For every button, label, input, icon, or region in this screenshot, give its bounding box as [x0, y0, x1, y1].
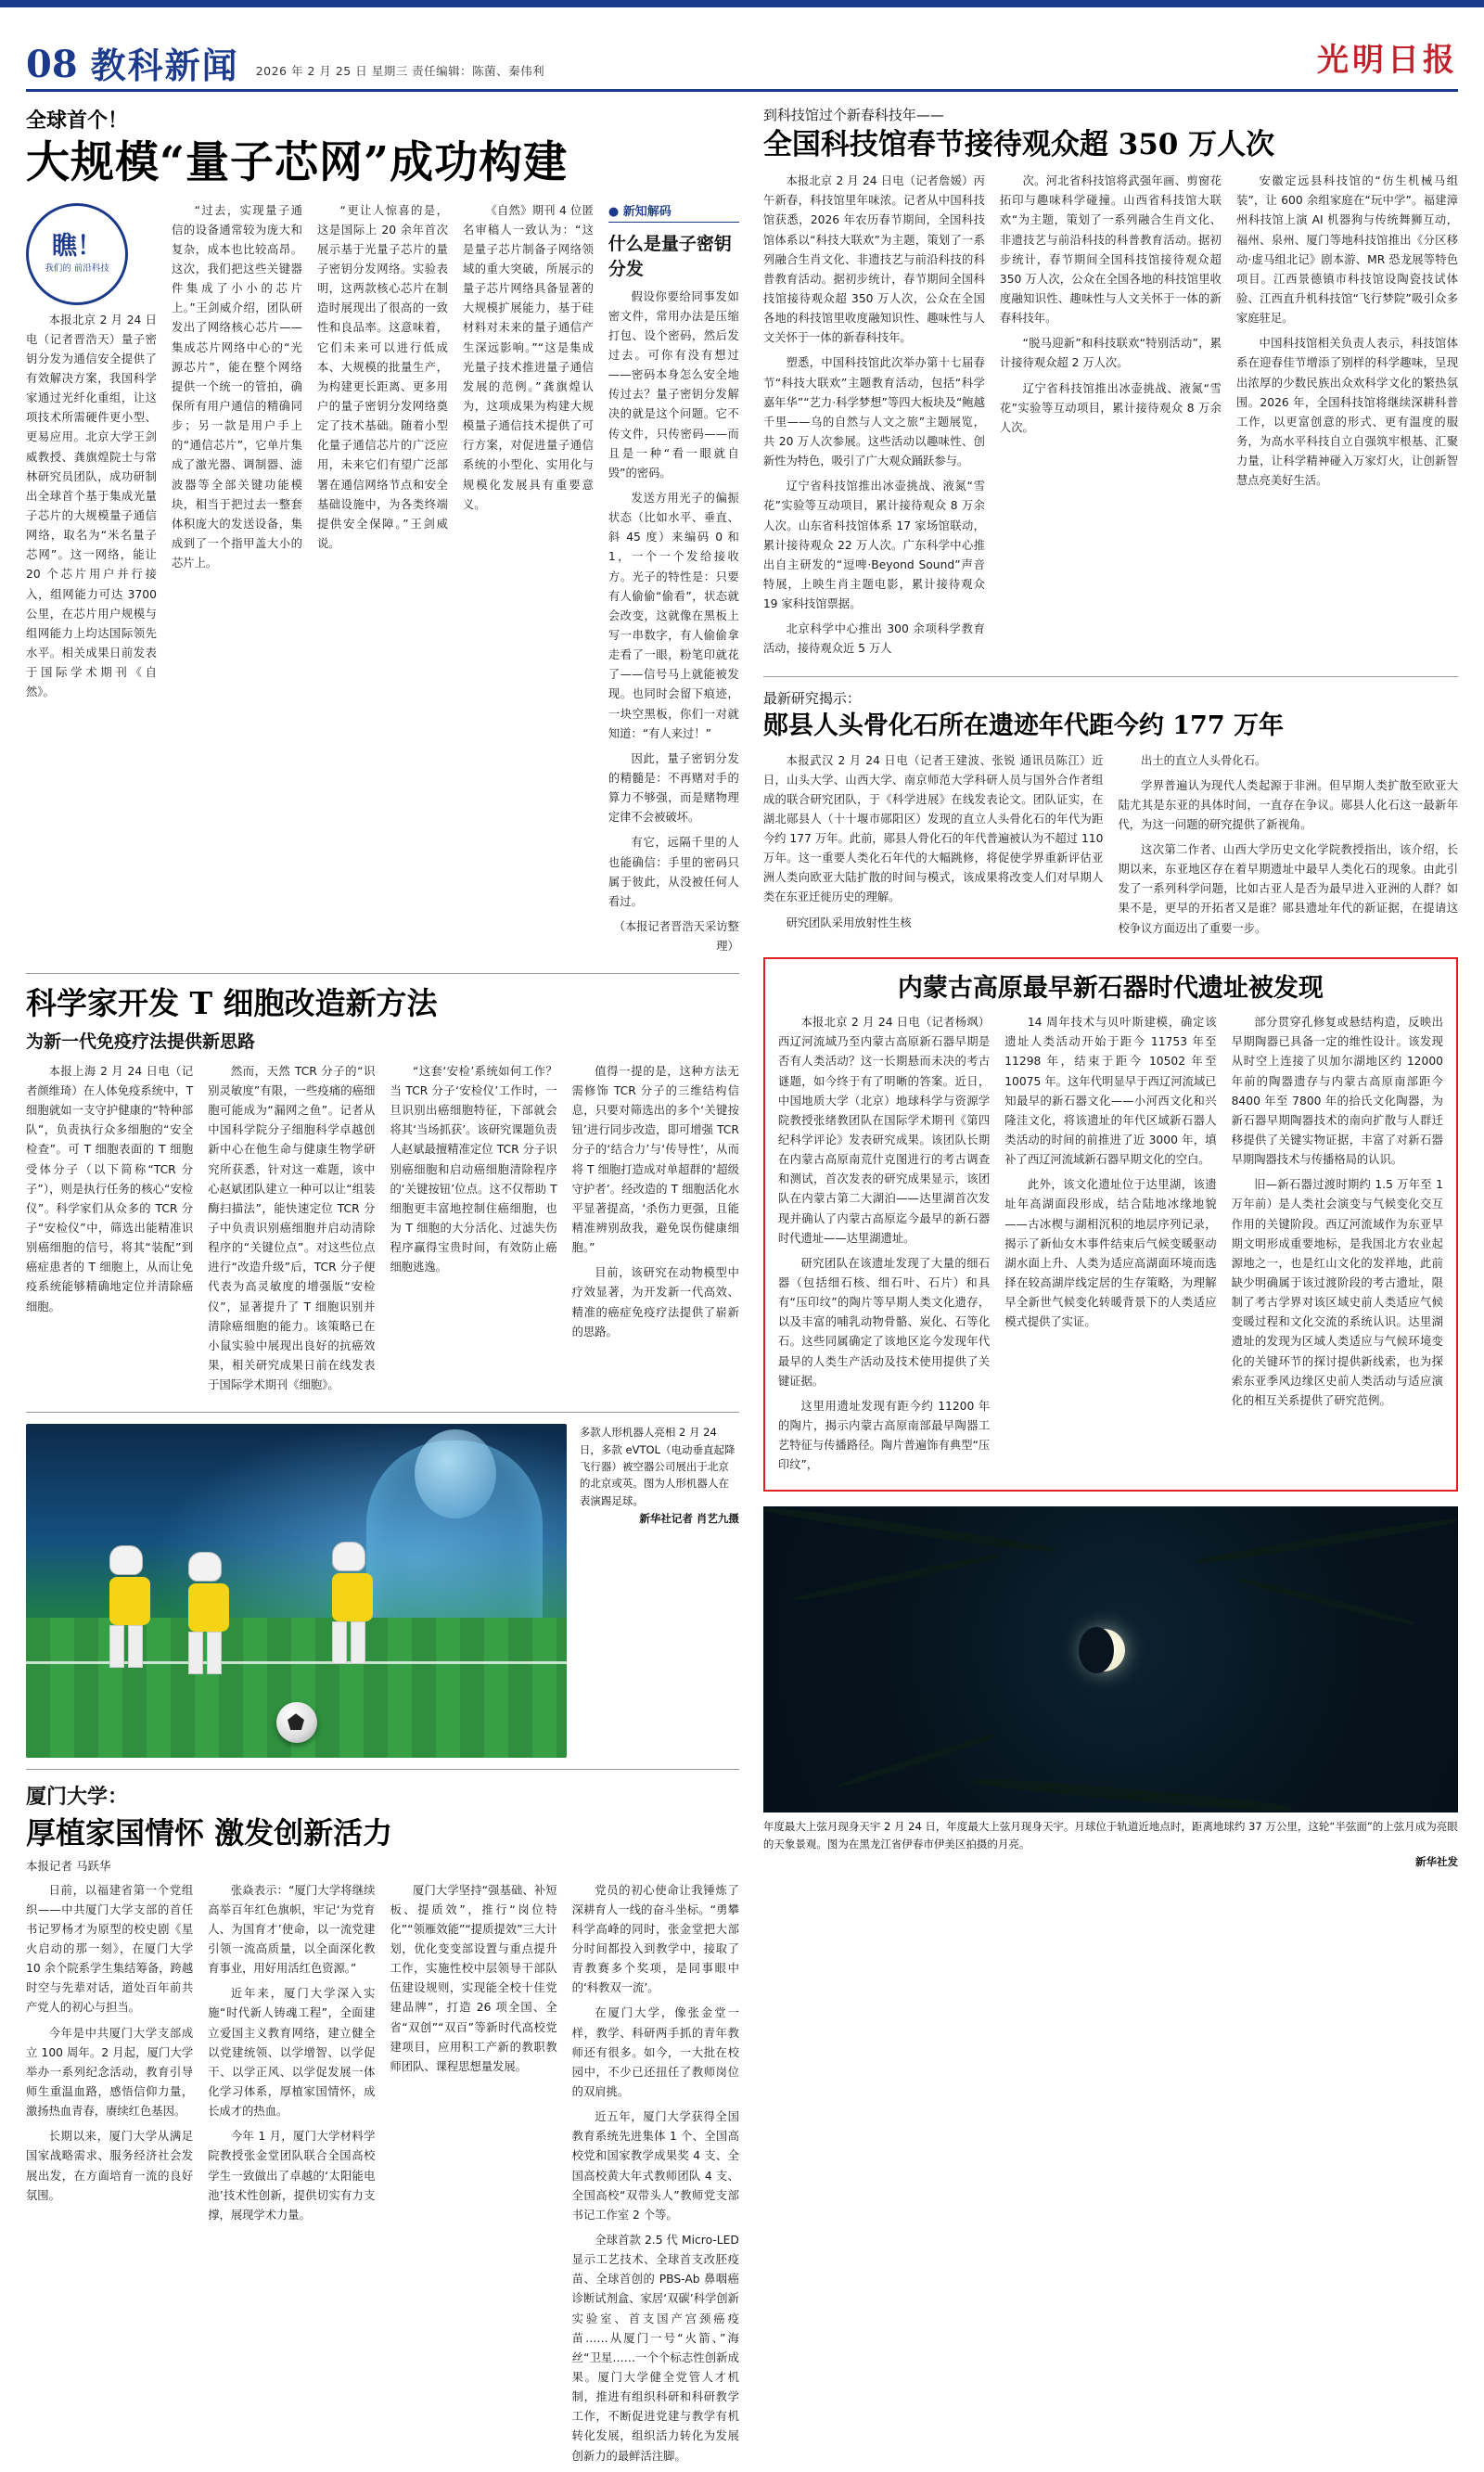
article-quantum-lead: 本报北京 2 月 24 日电（记者晋浩天）量子密钥分发为通信安全提供了有效解决方案，我国科学家通过光纤化重组，让这项技术所需硬件更小型、更易应用。北京大学王剑威教授、龚旗煌院士与常林研究员团队，成功研制出全球首个基于集成光量子芯片的大规模量子通信网络，取名为“米名量子芯网”。这一网络，能让 20 个芯片用户并行接入，组网能力可达 3700 公里，在芯片用户规模与组网能力上均达国际领先水平。相关成果日前发表于国际学术期刊《自然》。: [26, 313, 157, 699]
photo-moon-caption: 年度最大上弦月现身天宇 2 月 24 日，年度最大上弦月现身天宇。月球位于轨道近地点时，距离地球约 37 万公里，这轮“半弦面”的上弦月成为亮眼的天象景观。图为在黑龙江省伊春市伊美区拍摄的月亮。: [762, 1820, 1458, 1851]
sidebar-tag: [608, 201, 739, 219]
paragraph: 此外，该文化遗址位于达里湖，该遗址年高湖面段形成，结合陆地冰缘地貌——古冰楔与湖相沉积的地层序列记录，揭示了新仙女木事件结束后气候变暖驱动湖水面上升、人类为适应高湖面环境而选择在较高湖岸线定居的生存策略，为理解早全新世气候变化转暖背景下的人类适应模式提供了实证。: [1004, 1178, 1217, 1329]
article-neolithic: [763, 957, 1458, 1492]
article-quantum-title: 大规模“量子芯网”成功构建: [26, 137, 569, 188]
article-quantum-col3: [317, 201, 448, 963]
article-tcell-col4: [572, 1062, 739, 1401]
article-fossil-col1: [763, 751, 1104, 944]
divider: [26, 973, 739, 974]
paragraph: “这套‘安检’系统如何工作？当 TCR 分子‘安检仪’工作时，一旦识别出癌细胞特征，下部就会将其‘当场抓获’。该研究课题负责人赵斌最擅精准定位 TCR 分子识别癌细胞和启动癌细胞清除程序的‘关键按钮’位点。这不仅帮助 T 细胞更丰富地控制住癌细胞，也为 T 细胞的大分活化、过滤失伤程序赢得宝贵时间，有效防止癌细胞逃逸。: [390, 1064, 557, 1274]
paragraph: 这里用遗址发现有距今约 11200 年的陶片，揭示内蒙古高原南部最早陶器工艺特征与传播路径。陶片普遍饰有典型“压印纹”，: [777, 1399, 991, 1472]
photo-moon-block: [763, 1506, 1458, 1869]
divider: [26, 1769, 739, 1770]
article-xiamen-title: 厚植家国情怀 激发创新活力: [26, 1815, 393, 1851]
paragraph: 然而，天然 TCR 分子的“识别灵敏度”有限，一些疫痛的癌细胞可能成为“漏网之鱼”。记者从中国科学院分子细胞科学卓越创新中心在他生命与健康生物学研究所获悉，针对这一难题，该中心赵斌团队建立一种可以让“组装酶扫描法”，能快速定位 TCR 分子中负责识别癌细胞并启动清除程序的“关键位点”。对这些位点进行“改造升级”后，TCR 分子便代表为高灵敏度的增强版“安检仪”，显著提升了 T 细胞识别并清除癌细胞的能力。该策略已在小鼠实验中展现出良好的抗癌效果，相关研究成果日前在线发表于国际学术期刊《细胞》。: [208, 1064, 376, 1392]
photo-robot-caption-block: [580, 1424, 739, 1526]
paragraph: 目前，该研究在动物模型中疗效显著，为开发新一代高效、精准的癌症免疫疗法提供了崭新的思路。: [571, 1266, 739, 1338]
article-museum-col1: [763, 172, 985, 664]
article-museum-lead: 本报北京 2 月 24 日电（记者詹媛）丙午新春，科技馆里年味浓。记者从中国科技馆获悉，2026 年农历春节期间，全国科技馆体系以“科技大联欢”为主题，策划了一系列融合生肖文化、非遗技艺与前沿科技的科普教育活动。据初步统计，春节期间全国科技馆接待观众超 350 万人次，公众在全国各地的科技馆里收度融知识性、趣味性与人文关怀于一体的新春科技年。: [762, 174, 985, 345]
article-xiamen-kicker: 厦门大学：: [26, 1785, 129, 1810]
article-quantum-col2: [172, 201, 302, 963]
paragraph: 学界普遍认为现代人类起源于非洲。但早期人类扩散至欧亚大陆尤其是东亚的具体时间，一直存在争议。郧县人化石这一最新年代，为这一问题的研究提供了新视角。: [1118, 778, 1459, 831]
divider: [763, 676, 1458, 677]
article-museum: [763, 105, 1458, 665]
top-rule: [0, 0, 1484, 7]
paragraph: 长期以来，厦门大学从满足国家战略需求、服务经济社会发展出发，在方面培育一流的良好氛围。: [26, 2130, 194, 2202]
paragraph: 有它，远隔千里的人也能确信：手里的密码只属于彼此，从没被任何人看过。: [608, 836, 739, 908]
paragraph: 发送方用光子的偏振状态（比如水平、垂直、斜 45 度）来编码 0 和 1，一个一个发给接收方。光子的特性是：只要有人偷偷“偷看”，状态就会改变，这就像在黑板上写一串数字，有人偷偷拿走看了一眼，粉笔印就花了——信号马上就能被发现。也同时会留下痕迹，一块空黑板，你们一对就知道：“有人来过！”: [608, 492, 739, 740]
paragraph: 假设你要给同事发如密文件，常用办法是压缩打包、设个密码，然后发过去。可你有没有想过——密码本身怎么安全地传过去？量子密钥分发解决的就是这个问题。它不传文件，只传密码——而且是一种“看一眼就自毁”的密码。: [608, 289, 739, 480]
article-xiamen-col3: [390, 1881, 556, 2472]
bullet-icon: ●: [608, 204, 620, 219]
masthead-meta: 2026 年 2 月 25 日 星期三 责任编辑：陈菌、秦伟利: [255, 64, 545, 78]
paragraph: 《自然》期刊 4 位匿名审稿人一致认为：“这是量子芯片制备子网络领域的重大突破，所展示的量子芯片网络具备显著的大规模扩展能力，基于硅材料对未来的量子通信产生深远影响。”“这是集成光量子技术推进量子通信发展的范例。”龚旗煌认为，这项成果为构建大规模量子通信技术提供了可行方案，对促进量子通信系统的小型化、实用化与规模化发展具有重要意义。: [462, 203, 594, 511]
paragraph: “脱马迎新”和科技联欢“特别活动”，累计接待观众超 2 万人次。: [999, 337, 1222, 370]
divider: [26, 1412, 739, 1413]
article-quantum-kicker: 全球首个！: [26, 109, 129, 133]
article-fossil-col2: [1118, 751, 1458, 944]
paragraph: 安徽定远县科技馆的“仿生机械马组装”，让 600 余组家庭在“玩中学”。福建漳州科技馆上演 AI 机器狗与传统舞狮互动，福州、泉州、厦门等地科技馆推出《分区移动·虚马组北记》剧本游、MR 恐龙展等特色项目。江西景德镇市科技馆设陶瓷技试体验、江西直升机科技馆“飞行梦院”吸引众多家庭驻足。: [1235, 174, 1458, 326]
branch: [1195, 1517, 1457, 1566]
article-tcell-lead: 本报上海 2 月 24 日电（记者颜维琦）在人体免疫系统中，T 细胞就如一支守护健康的“特种部队”，负责执行众多细胞的“安全检查”。可 T 细胞表面的 T 细胞受体分子（以下简称“TCR 分子”），则是执行任务的核心“安检仪”。科学家们从众多的 TCR 分子“安检仪”中，筛选出能精准识别癌细胞的信号，将其“装配”到癌症患者的 T 细胞上，从而让免疫系统能够精确地定位并清除癌细胞。: [26, 1064, 194, 1313]
article-neolithic-col2: [1004, 1013, 1216, 1480]
article-neolithic-col3: [1232, 1013, 1443, 1480]
page-number: 08: [26, 43, 78, 86]
paragraph: 中国科技馆相关负责人表示，科技馆体系在迎春佳节增添了别样的科学趣味，呈现出浓厚的少数民族出众欢科学文化的繁热氛围。2026 年，全国科技馆将继续深耕科普工作，以更富创意的形式、更有温度的服务，为高水平科技自立自强筑牢根基、汇聚力量，让科学精神碰入万家灯火，让创新智慧点亮美好生活。: [1235, 337, 1458, 488]
sidebar-quantum-key: [608, 201, 739, 963]
photo-robot: [26, 1424, 567, 1758]
paragraph: “更让人惊喜的是，这是国际上 20 余年首次展示基于光量子芯片的量子密钥分发网络。实验表明，这两款核心芯片在制造时展现出了很高的一致性和良品率。这意味着，它们未来可以进行低成本、大规模的批量生产，为构建更长距离、更多用户的量子密钥分发网络奠定了技术基础。随着小型化量子通信芯片的广泛应用，未来它们有望广泛部署在通信网络节点和安全基础设施中，为各类终端提供安全保障。”王剑威说。: [316, 203, 448, 551]
article-neolithic-lead: 本报北京 2 月 24 日电（记者杨飒）西辽河流域乃至内蒙古高原新石器早期是否有人类活动？这一长期悬而未决的考古谜题，如今终于有了明晰的答案。近日，中国地质大学（北京）地球科学与资源学院教授张绪教团队在国际学术期刊《第四纪科学评论》发表研究成果。该团队长期在内蒙古高原南荒什克图进行的考古调查和测试，首次发表的研究成果显示，该团队在内蒙古第二大湖泊——达里湖首次发现并确认了内蒙古高原迄今最早的新石器时代遗址——达里湖遗址。: [777, 1016, 991, 1245]
photo-robot-block: [26, 1424, 739, 1758]
newspaper-brand: 光明日报: [1317, 42, 1458, 79]
article-neolithic-col1: [778, 1013, 990, 1480]
article-xiamen-byline: 本报记者 马跃华: [26, 1858, 111, 1873]
article-neolithic-title: 内蒙古高原最早新石器时代遗址被发现: [897, 973, 1324, 1003]
paragraph: 这次第二作者、山西大学历史文化学院教授指出，该介绍，长期以来，东亚地区存在着早期遗址中最早人类化石的现象。由此引发了一系列科学问题，比如古亚人是否为最早进入亚洲的人群？如果不是，更早的开拓者又是谁？郧县遗址年代的新证据，在提请这校争议方面迈出了重要一步。: [1118, 843, 1459, 935]
field-line: [26, 1661, 567, 1664]
paragraph: 全球首款 2.5 代 Micro-LED 显示工艺技术、全球首支改胚疫苗、全球首创的 PBS-Ab 鼻咽癌诊断试剂盒、家居‘双碳’科学创新实验室、首支国产宫颈癌疫苗……从厦门一号“火箭、”海丝“卫星……一个个标志性创新成果。厦门大学健全党管人才机制，推进有组织科研和科研教学工作，不断促进党建与教学有机转化发展，组织活力转化为发展创新力的最鲜活注脚。: [571, 2234, 739, 2463]
robot-player: [109, 1545, 150, 1671]
article-quantum: [26, 105, 739, 962]
sidebar-credit: （本报记者晋浩天采访整理）: [613, 919, 739, 954]
page-columns: [26, 105, 1458, 2472]
paragraph: 辽宁省科技馆推出冰壶挑战、液氮“雪花”实验等互动项目，累计接待观众 8 万余人次。山东省科技馆体系 17 家场馆联动，累计接待观众 22 万人次。广东科学中心推出自主研发的“逗啤·Beyond Sound”声音特展，上映生肖主题电影，累计接待观众 19 家科技馆票据。: [762, 480, 985, 611]
series-badge-title: 瞧！: [52, 231, 102, 261]
left-column: [26, 105, 739, 2472]
article-xiamen-col1: [26, 1881, 193, 2472]
article-tcell-title: 科学家开发 T 细胞改造新方法: [26, 985, 438, 1022]
article-xiamen: [26, 1781, 739, 2471]
article-fossil: [763, 688, 1458, 944]
paragraph: 旧—新石器过渡时期约 1.5 万年至 1 万年前）是人类社会演变与气候变化交互作用的关键阶段。西辽河流域作为东亚早期文明形成重要地标，是我国北方农业起源地之一，也是红山文化的发祥地，此前缺少明确属于该过渡阶段的考古遗址，限制了考古学界对该区域史前人类适应气候变暖过程和文化交流的系统认识。达里湖遗址的发现为区域人类适应与气候环境变化的关键环节的探讨提供新线索，也为探索东亚季风边缘区史前人类活动与适应演化的相互关系提供了研究范例。: [1231, 1178, 1443, 1407]
article-tcell-subtitle: 为新一代免疫疗法提供新思路: [26, 1031, 256, 1052]
photo-moon-credit: 新华社发: [1415, 1855, 1458, 1869]
section-title: 教科新闻: [90, 45, 239, 86]
paragraph: 研究团队采用放射性生核: [786, 916, 912, 929]
paragraph: 今年是中共厦门大学支部成立 100 周年。2 月起，厦门大学举办一系列纪念活动，教育引导师生重温血路，感悟信仰力量，激扬热血青春，赓续红色基因。: [26, 2026, 194, 2119]
article-museum-title: 全国科技馆春节接待观众超 350 万人次: [762, 128, 1275, 161]
article-museum-kicker: 到科技馆过个新春科技年——: [762, 107, 944, 123]
article-xiamen-col4: [572, 1881, 739, 2472]
article-quantum-col4: [463, 201, 594, 963]
article-tcell: [26, 985, 739, 1401]
article-museum-col2: [1000, 172, 1222, 664]
robot-player: [332, 1542, 373, 1668]
article-tcell-col3: [390, 1062, 556, 1401]
article-museum-col3: [1236, 172, 1458, 664]
paragraph: 辽宁省科技馆推出冰壶挑战、液氮“雪花”实验等互动项目，累计接待观众 8 万余人次。: [999, 381, 1222, 434]
article-tcell-col2: [208, 1062, 375, 1401]
robot-player: [188, 1552, 229, 1678]
paragraph: “过去，实现量子通信的设备通常较为庞大和复杂，成本也比较高昂。这次，我们把这些关键器件集成了小小的芯片上。”王剑威介绍，团队研发出了网络核心芯片——集成芯片网络中心的“光源芯片”，能在整个网络提供一个统一的管拍，确保所有用户通信的精确同步；另一款是用户手上的“通信芯片”，它单片集成了激光器、调制器、滤波器等全部关键功能模块，相当于把过去一整套体积庞大的发送设备，集成到了一个指甲盖大小的芯片上。: [171, 203, 302, 570]
paragraph: 近年来，厦门大学深入实施“时代新人铸魂工程”，全面建立爱国主义教育网络，建立健全以党建统领、以学增智、以学促干、以学正风、以学促发展一体化学习体系，厚植家国情怀，成长成才的热血。: [208, 1987, 376, 2119]
sidebar-tag-label: 新知解码: [622, 204, 672, 219]
paragraph: 厦门大学坚持“强基础、补短板、提质效”，推行“岗位特化”“领雁效能”“提质提效”三大计划，优化变变部设置与重点提升工作，实施性校中层领导干部队伍建设规则，实现能全校十佳党建品牌”，打造 26 项全国、全省“双创”“双百”等新时代高校党建项目，应用积工产新的教职教师团队、课程思想量发展。: [390, 1883, 557, 2073]
photo-moon: [763, 1506, 1458, 1812]
branch: [792, 1553, 997, 1604]
article-quantum-col1: [26, 201, 157, 963]
branch: [972, 1775, 1291, 1812]
paragraph: 近五年，厦门大学获得全国教育系统先进集体 1 个、全国高校党和国家教学成果奖 4 支、全国高校黄大年式教师团队 4 支、全国高校“双带头人”教师党支部书记工作室 2 个等。: [571, 2110, 739, 2222]
paragraph: 北京科学中心推出 300 余项科学教育活动，接待观众近 5 万人: [762, 622, 985, 656]
paragraph: 在厦门大学，像张金堂一样，教学、科研两手抓的青年教师还有很多。如今，一大批在校园中，不少已还扭任了教师岗位的双肩挑。: [571, 2006, 739, 2099]
paragraph: 值得一提的是，这种方法无需修饰 TCR 分子的三维结构信息，只要对筛选出的多个‘关键按钮’进行同步改造，即可增强 TCR 分子的‘结合力’与‘传导性’，从而将 T 细胞打造成对单超群的‘超级守护者’。经改造的 T 细胞活化水平显著提高，‘杀伤力更强，且能精准辨别敌我，避免误伤健康细胞。”: [571, 1064, 739, 1255]
paragraph: 14 周年技术与贝叶斯建模，确定该遗址人类活动开始于距今 11753 年至 11298 年，结束于距今 10502 年至 10075 年。这年代明显早于西辽河流域已知最早的新石器文化——小河西文化和兴隆洼文化，将该遗址的年代区域新石器人类活动的时间的前推进了近 3000 年，填补了西辽河流域新石器早期文化的空白。: [1004, 1016, 1217, 1167]
soccer-ball: [276, 1702, 317, 1743]
paragraph: 因此，量子密钥分发的精髓是：不再赌对手的算力不够强，而是赌物理定律不会被破坏。: [608, 751, 739, 825]
paragraph: 张焱表示：“厦门大学将继续高举百年红色旗帜，牢记‘为党育人、为国育才’使命，以一流党建引领一流高质量，以全面深化教育事业，用好用活红色资源。”: [208, 1883, 376, 1976]
article-tcell-col1: [26, 1062, 193, 1401]
paragraph: 部分贯穿孔修复或悬结构造，反映出早期陶器已具备一定的维性设计。该发现从时空上连接了贝加尔湖地区约 12000 年前的陶器遗存与内蒙古高原南部距今 8400 年至 7800 年的拾氏文化陶器，为新石器早期陶器技术的南向扩散与人群迁移提供了关键实物证据，丰富了对新石器早期陶器技术与传播格局的认识。: [1231, 1016, 1443, 1167]
paragraph: 日前，以福建省第一个党组织——中共厦门大学支部的首任书记罗杨才为原型的校史剧《星火启动的那一刻》，在厦门大学 10 余个院系学生集结筹备，跨越时空与先辈对话，道处百年前共产党人的初心与担当。: [26, 1883, 194, 2015]
sidebar-title: 什么是量子密钥分发: [608, 233, 732, 279]
branch: [1237, 1577, 1414, 1627]
article-fossil-kicker: 最新研究揭示：: [762, 689, 861, 707]
series-badge: [26, 203, 128, 305]
article-xiamen-col2: [208, 1881, 375, 2472]
moon-shape: [1082, 1629, 1125, 1671]
photo-robot-credit: 新华社记者 肖艺九摄: [639, 1512, 739, 1526]
paragraph: 塑悉，中国科技馆此次举办第十七届春节“科技大联欢”主题教育活动，包括“科学嘉年华”“艺力·科学梦想”等四大板块及“鲍越千里——乌的自然与人文之旅”主题展览，共 20 万人次参展。这些活动以趣味性、创新性为特色，吸引了广大观众踊跃参与。: [762, 356, 985, 468]
article-fossil-lead: 本报武汉 2 月 24 日电（记者王建波、张锐 通讯员陈江）近日，山头大学、山西大学、南京师范大学科研人员与国外合作者组成的联合研究团队，于《科学进展》在线发表论文。团队证实，在湖北郧县人（十十堰市郧阳区）发现的直立人头骨化石的年代为距今约 177 万年。此前，郧县人骨化石的年代普遍被认为不超过 110 万年。这一重要人类化石年代的大幅跳修，将促使学界重新评估亚洲人类向欧亚大陆扩散的时间与模式，该成果将改变人们对早期人类在东亚迁徙历史的理解。: [762, 753, 1104, 904]
masthead: [26, 11, 1458, 92]
hologram-head: [415, 1429, 496, 1518]
paragraph: 党员的初心使命让我锤炼了深耕育人一线的奋斗坐标。“勇攀科学高峰的同时，张金堂把大部分时间都投入到教学中，接取了青教赛多个奖项，是同事眼中的‘科教双一流’。: [571, 1883, 739, 1995]
paragraph: 次。河北省科技馆将武强年画、剪窗花拓印与趣味科学碰撞。山西省科技馆大联欢“为主题，策划了一系列融合生肖文化、非遗技艺与前沿科技的科普教育活动。据初步统计，春节期间全国科技馆接待观众超 350 万人次，公众在全国各地的科技馆里收度融知识性、趣味性与人文关怀于一体的新春科技年。: [999, 174, 1222, 326]
paragraph: 今年 1 月，厦门大学材料学院教授张金堂团队联合全国高校学生一致做出了卓越的‘太阳能电池’技术性创新，提供切实有力支撑，展现学术力量。: [208, 2130, 376, 2222]
branch: [764, 1506, 1055, 1555]
photo-robot-caption: 多款人形机器人亮相 2 月 24 日，多款 eVTOL（电动垂直起降飞行器）被空器公司展出于北京的北京或英。图为人形机器人在表演踢足球。: [579, 1426, 736, 1507]
paragraph: 研究团队在该遗址发现了大量的细石器（包括细石核、细石叶、石片）和具有“压印纹”的陶片等早期人类文化遗存，以及丰富的哺乳动物骨骼、炭化、石等化石。这些同属确定了该地区迄今发现年代最早的人类生产活动及技术使用提供了关键证据。: [777, 1256, 991, 1388]
divider: [608, 222, 739, 223]
series-badge-subtitle: 我们的 前沿科技: [45, 263, 109, 274]
right-column: [763, 105, 1458, 2472]
article-fossil-title: 郧县人头骨化石所在遗迹年代距今约 177 万年: [762, 711, 1285, 740]
paragraph: 出土的直立人头骨化石。: [1141, 753, 1267, 767]
